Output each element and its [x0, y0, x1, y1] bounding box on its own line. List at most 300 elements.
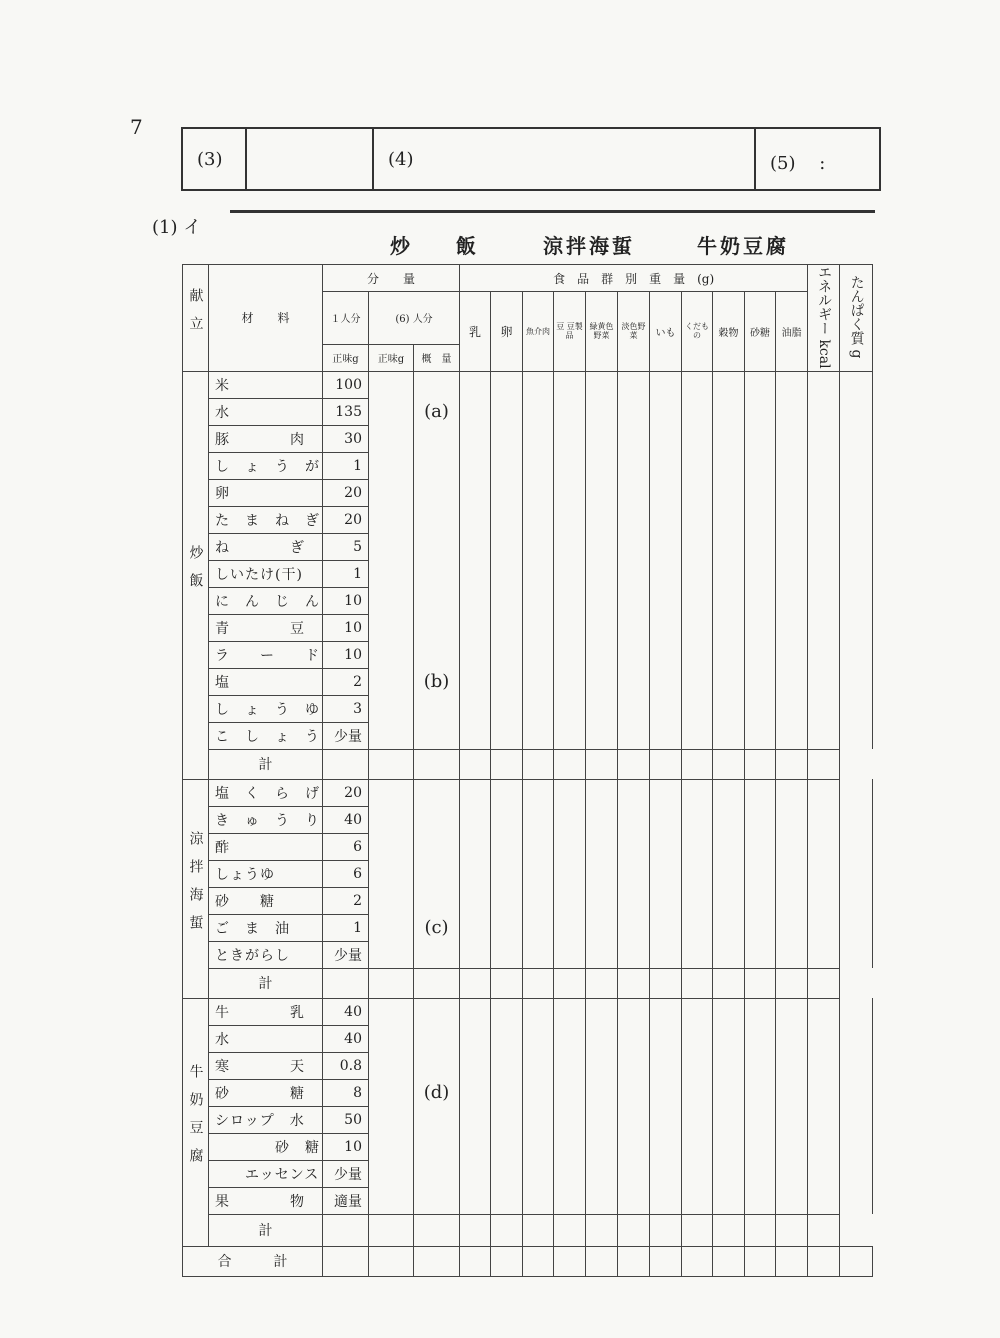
answer-cell[interactable] [618, 1133, 650, 1160]
answer-cell[interactable] [650, 1079, 682, 1106]
answer-cell[interactable] [369, 641, 414, 668]
answer-cell[interactable] [369, 425, 414, 452]
answer-box-5[interactable]: (5) : [770, 153, 826, 174]
answer-cell[interactable] [713, 425, 745, 452]
answer-cell[interactable] [586, 452, 618, 479]
answer-cell[interactable] [523, 1025, 554, 1052]
answer-cell[interactable] [682, 479, 713, 506]
answer-cell[interactable] [682, 371, 713, 398]
answer-cell[interactable] [713, 833, 745, 860]
answer-cell[interactable] [713, 968, 745, 998]
answer-cell[interactable] [840, 668, 873, 695]
answer-cell[interactable] [618, 806, 650, 833]
answer-cell[interactable] [650, 1025, 682, 1052]
answer-cell[interactable] [713, 641, 745, 668]
answer-cell[interactable] [460, 695, 491, 722]
answer-cell[interactable] [554, 533, 586, 560]
answer-cell[interactable] [618, 1246, 650, 1276]
answer-cell[interactable] [682, 941, 713, 968]
answer-cell[interactable] [808, 398, 840, 425]
answer-cell[interactable] [650, 641, 682, 668]
answer-cell[interactable] [713, 398, 745, 425]
answer-cell[interactable] [414, 425, 460, 452]
answer-cell[interactable] [523, 722, 554, 749]
answer-cell[interactable] [523, 1160, 554, 1187]
answer-cell[interactable] [776, 425, 808, 452]
answer-cell[interactable] [554, 749, 586, 779]
answer-cell[interactable] [808, 779, 840, 806]
answer-cell[interactable] [808, 533, 840, 560]
answer-cell[interactable] [554, 860, 586, 887]
answer-cell[interactable] [414, 887, 460, 914]
answer-cell[interactable] [523, 587, 554, 614]
answer-cell[interactable] [682, 833, 713, 860]
answer-cell[interactable] [745, 695, 776, 722]
blank-label[interactable]: (b) [414, 668, 460, 695]
answer-cell[interactable] [491, 425, 523, 452]
answer-cell[interactable] [586, 533, 618, 560]
answer-cell[interactable] [586, 1133, 618, 1160]
answer-cell[interactable] [369, 1106, 414, 1133]
answer-cell[interactable] [460, 1160, 491, 1187]
answer-cell[interactable] [808, 749, 840, 779]
answer-cell[interactable] [776, 998, 808, 1025]
answer-cell[interactable] [808, 887, 840, 914]
answer-cell[interactable] [460, 560, 491, 587]
answer-cell[interactable] [523, 1106, 554, 1133]
answer-cell[interactable] [460, 506, 491, 533]
answer-cell[interactable] [650, 722, 682, 749]
answer-cell[interactable] [491, 479, 523, 506]
answer-cell[interactable] [650, 560, 682, 587]
answer-cell[interactable] [776, 887, 808, 914]
answer-cell[interactable] [618, 533, 650, 560]
answer-cell[interactable] [369, 614, 414, 641]
answer-cell[interactable] [554, 1214, 586, 1246]
answer-cell[interactable] [808, 941, 840, 968]
answer-cell[interactable] [713, 722, 745, 749]
answer-cell[interactable] [682, 1187, 713, 1214]
answer-cell[interactable] [586, 695, 618, 722]
answer-cell[interactable] [618, 749, 650, 779]
answer-cell[interactable] [523, 998, 554, 1025]
answer-cell[interactable] [618, 1106, 650, 1133]
answer-cell[interactable] [745, 479, 776, 506]
answer-cell[interactable] [554, 887, 586, 914]
answer-cell[interactable] [460, 1106, 491, 1133]
answer-cell[interactable] [586, 1106, 618, 1133]
answer-cell[interactable] [414, 641, 460, 668]
answer-cell[interactable] [618, 425, 650, 452]
answer-cell[interactable] [491, 887, 523, 914]
answer-cell[interactable] [808, 668, 840, 695]
answer-cell[interactable] [745, 560, 776, 587]
answer-cell[interactable] [460, 398, 491, 425]
answer-cell[interactable] [682, 998, 713, 1025]
answer-cell[interactable] [618, 779, 650, 806]
answer-cell[interactable] [713, 506, 745, 533]
answer-cell[interactable] [713, 1079, 745, 1106]
answer-cell[interactable] [491, 533, 523, 560]
answer-cell[interactable] [523, 614, 554, 641]
answer-cell[interactable] [554, 371, 586, 398]
answer-cell[interactable] [682, 887, 713, 914]
answer-cell[interactable] [414, 1187, 460, 1214]
answer-cell[interactable] [840, 371, 873, 398]
answer-cell[interactable] [369, 941, 414, 968]
answer-cell[interactable] [460, 587, 491, 614]
answer-cell[interactable] [586, 479, 618, 506]
answer-cell[interactable] [369, 695, 414, 722]
answer-cell[interactable] [682, 1106, 713, 1133]
answer-cell[interactable] [460, 968, 491, 998]
answer-cell[interactable] [369, 998, 414, 1025]
answer-cell[interactable] [650, 452, 682, 479]
answer-cell[interactable] [414, 1246, 460, 1276]
answer-cell[interactable] [713, 998, 745, 1025]
answer-cell[interactable] [369, 506, 414, 533]
answer-cell[interactable] [840, 614, 873, 641]
answer-cell[interactable] [713, 479, 745, 506]
answer-cell[interactable] [618, 1160, 650, 1187]
answer-cell[interactable] [713, 533, 745, 560]
answer-cell[interactable] [650, 860, 682, 887]
answer-cell[interactable] [414, 695, 460, 722]
answer-cell[interactable] [808, 1079, 840, 1106]
answer-cell[interactable] [808, 968, 840, 998]
answer-cell[interactable] [369, 1160, 414, 1187]
answer-cell[interactable] [650, 533, 682, 560]
answer-cell[interactable] [650, 1246, 682, 1276]
answer-cell[interactable] [460, 779, 491, 806]
answer-cell[interactable] [682, 560, 713, 587]
answer-cell[interactable] [414, 1052, 460, 1079]
answer-cell[interactable] [682, 695, 713, 722]
answer-cell[interactable] [618, 695, 650, 722]
answer-cell[interactable] [414, 941, 460, 968]
answer-cell[interactable] [618, 614, 650, 641]
answer-cell[interactable] [523, 887, 554, 914]
answer-cell[interactable] [586, 806, 618, 833]
answer-cell[interactable] [808, 452, 840, 479]
answer-cell[interactable] [745, 998, 776, 1025]
answer-cell[interactable] [369, 533, 414, 560]
answer-cell[interactable] [369, 1214, 414, 1246]
answer-cell[interactable] [618, 722, 650, 749]
answer-cell[interactable] [650, 998, 682, 1025]
answer-cell[interactable] [523, 479, 554, 506]
answer-cell[interactable] [776, 506, 808, 533]
answer-cell[interactable] [776, 1106, 808, 1133]
answer-cell[interactable] [650, 614, 682, 641]
answer-cell[interactable] [840, 695, 873, 722]
answer-cell[interactable] [682, 506, 713, 533]
answer-cell[interactable] [460, 533, 491, 560]
answer-cell[interactable] [491, 1025, 523, 1052]
answer-cell[interactable] [745, 641, 776, 668]
answer-cell[interactable] [745, 887, 776, 914]
answer-cell[interactable] [586, 914, 618, 941]
answer-cell[interactable] [460, 749, 491, 779]
answer-cell[interactable] [776, 1133, 808, 1160]
answer-cell[interactable] [491, 695, 523, 722]
answer-cell[interactable] [491, 1246, 523, 1276]
blank-label[interactable]: (d) [414, 1079, 460, 1106]
answer-cell[interactable] [586, 1160, 618, 1187]
answer-cell[interactable] [840, 1052, 873, 1079]
answer-cell[interactable] [808, 425, 840, 452]
answer-cell[interactable] [618, 1187, 650, 1214]
answer-cell[interactable] [682, 1133, 713, 1160]
answer-cell[interactable] [650, 506, 682, 533]
answer-cell[interactable] [618, 1079, 650, 1106]
answer-cell[interactable] [776, 641, 808, 668]
answer-cell[interactable] [808, 506, 840, 533]
answer-cell[interactable] [523, 695, 554, 722]
answer-cell[interactable] [808, 1133, 840, 1160]
answer-cell[interactable] [808, 1246, 840, 1276]
answer-cell[interactable] [586, 641, 618, 668]
answer-cell[interactable] [414, 533, 460, 560]
answer-cell[interactable] [618, 1214, 650, 1246]
answer-cell[interactable] [808, 1160, 840, 1187]
answer-cell[interactable] [523, 425, 554, 452]
answer-cell[interactable] [523, 398, 554, 425]
answer-cell[interactable] [840, 860, 873, 887]
answer-cell[interactable] [414, 1214, 460, 1246]
answer-cell[interactable] [650, 1214, 682, 1246]
answer-cell[interactable] [682, 1214, 713, 1246]
answer-cell[interactable] [554, 968, 586, 998]
answer-cell[interactable] [618, 860, 650, 887]
answer-cell[interactable] [618, 452, 650, 479]
answer-cell[interactable] [840, 1187, 873, 1214]
answer-cell[interactable] [776, 371, 808, 398]
answer-cell[interactable] [713, 1106, 745, 1133]
answer-cell[interactable] [460, 1214, 491, 1246]
answer-cell[interactable] [776, 533, 808, 560]
answer-cell[interactable] [713, 695, 745, 722]
answer-cell[interactable] [745, 1246, 776, 1276]
answer-cell[interactable] [808, 998, 840, 1025]
answer-cell[interactable] [460, 941, 491, 968]
answer-cell[interactable] [369, 1133, 414, 1160]
answer-cell[interactable] [745, 1106, 776, 1133]
answer-cell[interactable] [491, 779, 523, 806]
answer-cell[interactable] [460, 668, 491, 695]
answer-cell[interactable] [369, 1079, 414, 1106]
answer-cell[interactable] [460, 1025, 491, 1052]
answer-cell[interactable] [523, 1214, 554, 1246]
answer-cell[interactable] [554, 668, 586, 695]
answer-cell[interactable] [323, 1214, 369, 1246]
answer-cell[interactable] [369, 749, 414, 779]
answer-cell[interactable] [554, 1079, 586, 1106]
answer-cell[interactable] [491, 998, 523, 1025]
answer-cell[interactable] [650, 668, 682, 695]
answer-cell[interactable] [369, 722, 414, 749]
answer-cell[interactable] [460, 641, 491, 668]
answer-cell[interactable] [745, 398, 776, 425]
answer-cell[interactable] [745, 1025, 776, 1052]
answer-cell[interactable] [840, 1079, 873, 1106]
answer-cell[interactable] [414, 998, 460, 1025]
answer-cell[interactable] [554, 914, 586, 941]
answer-cell[interactable] [414, 779, 460, 806]
answer-cell[interactable] [491, 1160, 523, 1187]
answer-cell[interactable] [840, 506, 873, 533]
answer-cell[interactable] [745, 749, 776, 779]
answer-cell[interactable] [682, 425, 713, 452]
answer-cell[interactable] [745, 860, 776, 887]
answer-cell[interactable] [713, 914, 745, 941]
answer-cell[interactable] [414, 860, 460, 887]
answer-cell[interactable] [776, 722, 808, 749]
answer-cell[interactable] [776, 452, 808, 479]
answer-cell[interactable] [840, 914, 873, 941]
answer-cell[interactable] [713, 1246, 745, 1276]
answer-cell[interactable] [745, 914, 776, 941]
answer-cell[interactable] [523, 1052, 554, 1079]
answer-cell[interactable] [776, 695, 808, 722]
answer-cell[interactable] [808, 833, 840, 860]
answer-cell[interactable] [491, 860, 523, 887]
answer-cell[interactable] [491, 968, 523, 998]
answer-cell[interactable] [586, 1052, 618, 1079]
answer-cell[interactable] [491, 614, 523, 641]
answer-cell[interactable] [808, 860, 840, 887]
answer-cell[interactable] [618, 914, 650, 941]
answer-cell[interactable] [808, 695, 840, 722]
answer-cell[interactable] [414, 1160, 460, 1187]
answer-cell[interactable] [840, 452, 873, 479]
answer-cell[interactable] [840, 941, 873, 968]
answer-cell[interactable] [650, 398, 682, 425]
answer-cell[interactable] [713, 860, 745, 887]
answer-cell[interactable] [713, 1187, 745, 1214]
answer-cell[interactable] [491, 941, 523, 968]
answer-cell[interactable] [682, 749, 713, 779]
answer-cell[interactable] [460, 425, 491, 452]
answer-cell[interactable] [745, 779, 776, 806]
answer-cell[interactable] [586, 371, 618, 398]
answer-cell[interactable] [460, 722, 491, 749]
answer-cell[interactable] [414, 968, 460, 998]
answer-cell[interactable] [840, 887, 873, 914]
answer-cell[interactable] [808, 1106, 840, 1133]
answer-cell[interactable] [414, 1106, 460, 1133]
answer-cell[interactable] [554, 479, 586, 506]
answer-cell[interactable] [460, 452, 491, 479]
answer-cell[interactable] [491, 1052, 523, 1079]
answer-cell[interactable] [808, 1187, 840, 1214]
answer-cell[interactable] [618, 941, 650, 968]
answer-cell[interactable] [840, 833, 873, 860]
answer-cell[interactable] [554, 560, 586, 587]
answer-cell[interactable] [414, 614, 460, 641]
answer-box-4[interactable]: (4) [374, 129, 756, 189]
answer-cell[interactable] [745, 371, 776, 398]
answer-cell[interactable] [369, 779, 414, 806]
answer-cell[interactable] [618, 479, 650, 506]
answer-cell[interactable] [414, 587, 460, 614]
answer-cell[interactable] [682, 668, 713, 695]
answer-cell[interactable] [776, 1187, 808, 1214]
answer-cell[interactable] [586, 1187, 618, 1214]
answer-cell[interactable] [554, 833, 586, 860]
answer-cell[interactable] [808, 914, 840, 941]
answer-cell[interactable] [460, 1079, 491, 1106]
answer-cell[interactable] [523, 1187, 554, 1214]
answer-cell[interactable] [369, 806, 414, 833]
answer-cell[interactable] [840, 1246, 873, 1276]
answer-cell[interactable] [618, 560, 650, 587]
answer-cell[interactable] [776, 749, 808, 779]
answer-cell[interactable] [523, 833, 554, 860]
answer-cell[interactable] [369, 668, 414, 695]
answer-cell[interactable] [808, 806, 840, 833]
answer-cell[interactable] [840, 398, 873, 425]
answer-cell[interactable] [745, 668, 776, 695]
answer-cell[interactable] [523, 371, 554, 398]
answer-cell[interactable] [776, 833, 808, 860]
answer-cell[interactable] [618, 587, 650, 614]
answer-cell[interactable] [682, 533, 713, 560]
answer-cell[interactable] [554, 806, 586, 833]
answer-cell[interactable] [323, 1246, 369, 1276]
answer-cell[interactable] [650, 695, 682, 722]
answer-cell[interactable] [840, 587, 873, 614]
answer-cell[interactable] [491, 560, 523, 587]
answer-cell[interactable] [586, 779, 618, 806]
answer-cell[interactable] [460, 887, 491, 914]
answer-cell[interactable] [650, 941, 682, 968]
answer-cell[interactable] [369, 1025, 414, 1052]
answer-cell[interactable] [650, 1160, 682, 1187]
answer-cell[interactable] [682, 968, 713, 998]
answer-cell[interactable] [491, 668, 523, 695]
answer-cell[interactable] [682, 722, 713, 749]
answer-cell[interactable] [523, 1079, 554, 1106]
answer-cell[interactable] [586, 1214, 618, 1246]
answer-cell[interactable] [713, 1160, 745, 1187]
answer-cell[interactable] [414, 371, 460, 398]
answer-cell[interactable] [523, 1133, 554, 1160]
answer-cell[interactable] [323, 968, 369, 998]
answer-cell[interactable] [586, 506, 618, 533]
answer-cell[interactable] [460, 479, 491, 506]
answer-cell[interactable] [650, 806, 682, 833]
answer-cell[interactable] [776, 914, 808, 941]
answer-cell[interactable] [776, 779, 808, 806]
answer-cell[interactable] [586, 425, 618, 452]
answer-cell[interactable] [523, 968, 554, 998]
answer-cell[interactable] [460, 371, 491, 398]
answer-cell[interactable] [523, 779, 554, 806]
answer-cell[interactable] [523, 560, 554, 587]
answer-cell[interactable] [745, 1052, 776, 1079]
answer-cell[interactable] [491, 806, 523, 833]
answer-cell[interactable] [840, 722, 873, 749]
answer-cell[interactable] [586, 722, 618, 749]
answer-cell[interactable] [414, 749, 460, 779]
answer-cell[interactable] [618, 887, 650, 914]
answer-cell[interactable] [840, 1133, 873, 1160]
answer-cell[interactable] [776, 398, 808, 425]
answer-cell[interactable] [414, 833, 460, 860]
answer-cell[interactable] [808, 371, 840, 398]
answer-cell[interactable] [369, 452, 414, 479]
